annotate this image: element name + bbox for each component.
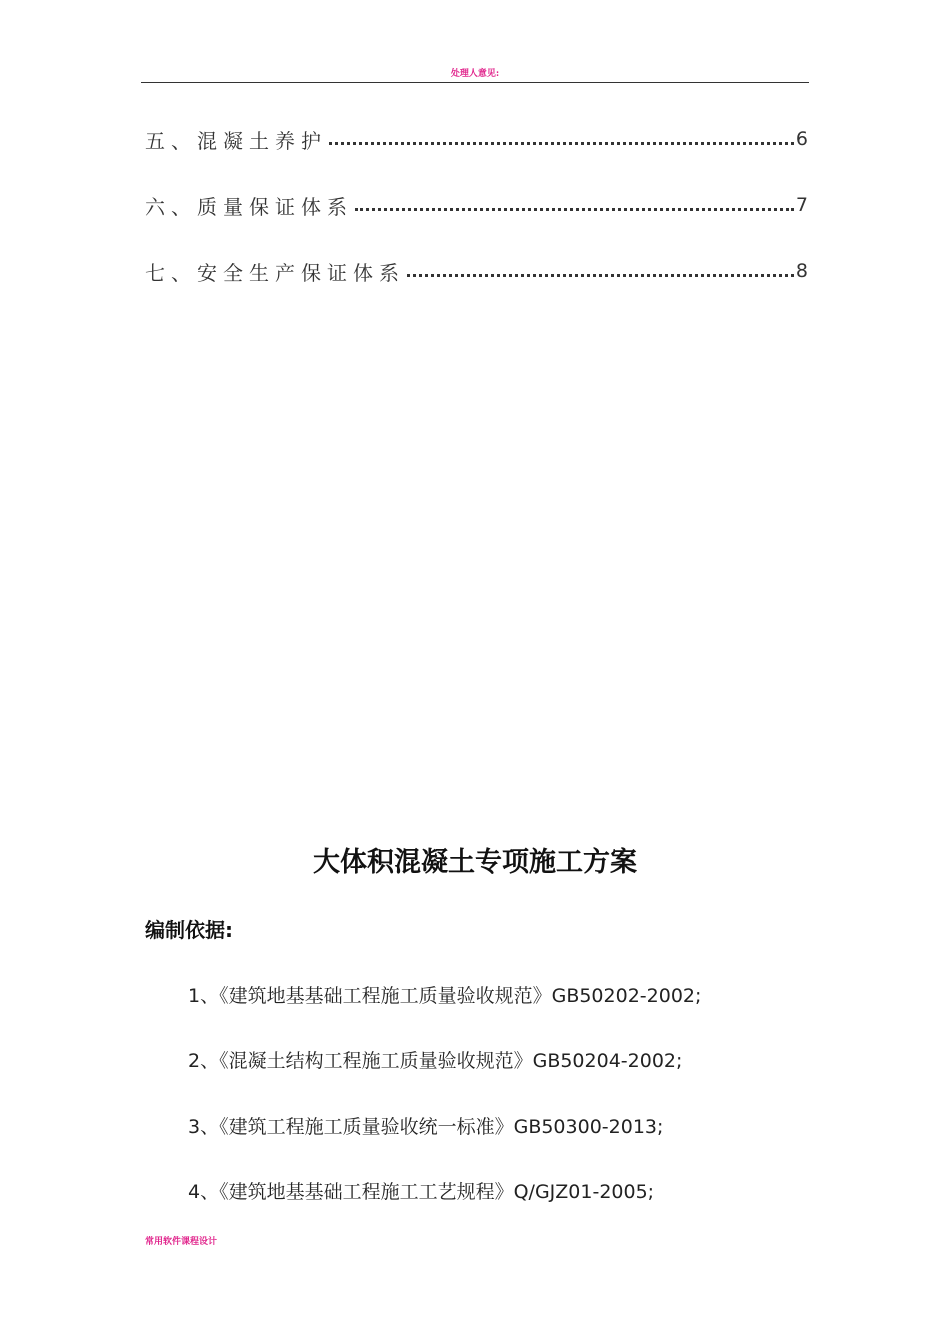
toc-dot-leader (329, 142, 794, 145)
basis-list-item: 2、《混凝土结构工程施工质量验收规范》GB50204-2002; (188, 1050, 683, 1072)
basis-list-item: 3、《建筑工程施工质量验收统一标准》GB50300-2013; (188, 1116, 664, 1138)
basis-heading: 编制依据: (145, 918, 233, 942)
document-title: 大体积混凝土专项施工方案 (313, 847, 637, 878)
toc-entry[interactable] (145, 191, 808, 219)
toc-entry-page: 6 (795, 128, 808, 150)
header-annotation: 处理人意见: (450, 69, 500, 79)
toc-dot-leader (355, 208, 794, 211)
toc-dot-leader (407, 274, 794, 277)
toc-entry[interactable] (145, 125, 808, 153)
footer-annotation: 常用软件课程设计 (145, 1237, 218, 1247)
toc-entry[interactable] (145, 257, 808, 285)
header-rule (141, 82, 809, 83)
toc-entry-page: 7 (795, 194, 808, 216)
toc-entry-label: 七、安全生产保证体系 (145, 260, 405, 285)
toc-entry-page: 8 (795, 260, 808, 282)
toc-entry-label: 六、质量保证体系 (145, 194, 353, 219)
basis-list-item: 4、《建筑地基基础工程施工工艺规程》Q/GJZ01-2005; (188, 1181, 655, 1203)
toc-entry-label: 五、混凝土养护 (145, 128, 327, 153)
basis-list-item: 1、《建筑地基基础工程施工质量验收规范》GB50202-2002; (188, 985, 702, 1007)
